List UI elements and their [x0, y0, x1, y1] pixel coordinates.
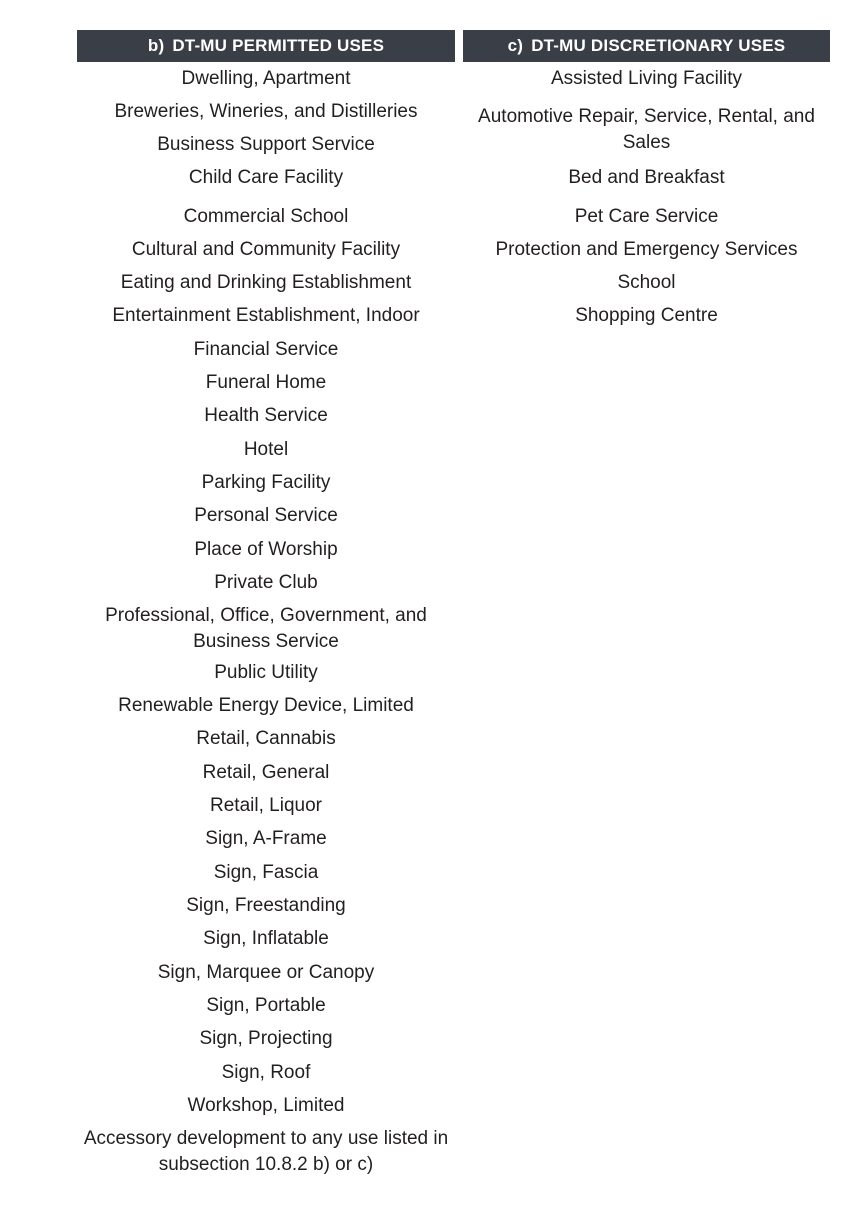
use-item: Accessory development to any use listed in subsection 10.8.2 b) or c) — [83, 1128, 449, 1175]
use-item: Personal Service — [194, 505, 338, 526]
use-item: Sign, Inflatable — [203, 928, 329, 949]
use-item: Child Care Facility — [188, 167, 344, 188]
use-item: Breweries, Wineries, and Distilleries — [114, 101, 418, 122]
use-item: Sign, Freestanding — [186, 895, 346, 916]
use-item: Professional, Office, Government, and Business Service — [105, 605, 427, 652]
use-item: Private Club — [214, 572, 318, 593]
use-item: Sign, Marquee or Canopy — [157, 962, 375, 983]
use-item: Place of Worship — [194, 539, 338, 560]
use-item: Funeral Home — [205, 372, 327, 393]
discretionary-uses-header — [463, 30, 830, 62]
use-item: Public Utility — [214, 662, 318, 683]
use-item: Retail, General — [202, 762, 330, 783]
use-item: Cultural and Community Facility — [131, 239, 401, 260]
use-item: Automotive Repair, Service, Rental, and Sales — [478, 106, 815, 153]
use-item: Renewable Energy Device, Limited — [118, 695, 414, 716]
use-item: Workshop, Limited — [187, 1095, 345, 1116]
use-item: Financial Service — [193, 339, 339, 360]
use-item: Protection and Emergency Services — [495, 239, 798, 260]
use-item: Assisted Living Facility — [550, 68, 743, 89]
use-item: Sign, A-Frame — [205, 828, 327, 849]
use-item: Sign, Roof — [221, 1062, 311, 1083]
discretionary-uses-title: DT-MU DISCRETIONARY USES — [531, 36, 786, 55]
use-item: Eating and Drinking Establishment — [120, 272, 412, 293]
use-item: Health Service — [204, 405, 328, 426]
use-item: Retail, Liquor — [210, 795, 322, 816]
use-item: Commercial School — [183, 206, 349, 227]
use-item: Retail, Cannabis — [196, 728, 336, 749]
use-item: Hotel — [243, 439, 289, 460]
discretionary-uses-label: c) — [507, 36, 524, 55]
use-item: Sign, Portable — [206, 995, 326, 1016]
use-item: Parking Facility — [201, 472, 331, 493]
permitted-uses-label: b) — [147, 36, 165, 55]
use-item: Entertainment Establishment, Indoor — [112, 305, 420, 326]
use-item: Bed and Breakfast — [568, 167, 725, 188]
permitted-uses-header — [77, 30, 455, 62]
use-item: Dwelling, Apartment — [181, 68, 351, 89]
discretionary-uses-column — [463, 30, 830, 326]
use-item: Shopping Centre — [575, 305, 718, 326]
use-item: Sign, Projecting — [199, 1028, 333, 1049]
use-item: Sign, Fascia — [213, 862, 319, 883]
permitted-uses-title: DT-MU PERMITTED USES — [172, 36, 385, 55]
use-item: School — [617, 272, 676, 293]
use-item: Pet Care Service — [574, 206, 719, 227]
use-item: Business Support Service — [157, 134, 375, 155]
permitted-uses-column — [77, 30, 455, 1175]
